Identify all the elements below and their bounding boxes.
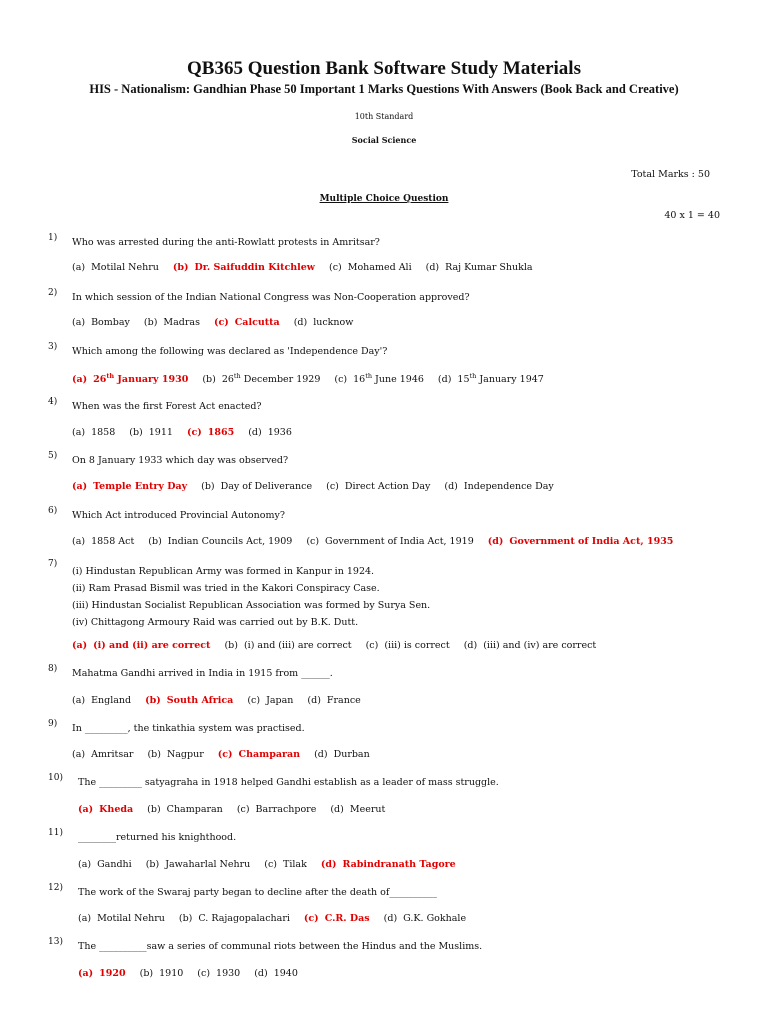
- question-number: 9): [48, 719, 58, 729]
- answer-options: [72, 317, 367, 328]
- option: (c) Tilak: [264, 859, 307, 870]
- option: (b) (i) and (iii) are correct: [224, 640, 352, 651]
- option: (b) Champaran: [147, 804, 223, 815]
- correct-option: (a) 1920: [78, 968, 126, 979]
- option: (a) Gandhi: [78, 859, 132, 870]
- correct-option: (d) Rabindranath Tagore: [320, 859, 456, 870]
- correct-option: (a) Temple Entry Day: [72, 481, 188, 492]
- answer-options: [72, 536, 687, 547]
- question-text: On 8 January 1933 which day was observed?: [72, 455, 289, 466]
- answer-options: [78, 968, 312, 979]
- correct-option: (a) Kheda: [78, 804, 134, 815]
- option: (d) G.K. Gokhale: [383, 913, 467, 924]
- answer-options: [72, 695, 375, 706]
- option: (b) Jawaharlal Nehru: [145, 859, 251, 870]
- answer-options: [72, 640, 610, 651]
- correct-option: (a) 26th January 1930: [72, 372, 189, 386]
- option: (d) 1940: [254, 968, 298, 979]
- answer-options: [78, 804, 399, 815]
- option: (b) 1910: [139, 968, 184, 979]
- question-number: 3): [48, 342, 58, 352]
- correct-option: (b) Dr. Saifuddin Kitchlew: [172, 262, 315, 273]
- question-text: In which session of the Indian National Congress was Non-Cooperation approved?: [72, 292, 470, 303]
- option: (c) 16th June 1946: [334, 372, 424, 386]
- option: (c) Mohamed Ali: [329, 262, 412, 273]
- option: (d) 15th January 1947: [437, 372, 544, 386]
- option: (a) Motilal Nehru: [78, 913, 165, 924]
- correct-option: (c) Champaran: [217, 749, 301, 760]
- question-statement: (iii) Hindustan Socialist Republican Association was formed by Surya Sen.: [72, 600, 431, 611]
- question-statement: (iv) Chittagong Armoury Raid was carried out by B.K. Dutt.: [72, 617, 359, 628]
- question-text: Which Act introduced Provincial Autonomy?: [72, 510, 285, 521]
- total-marks: Total Marks : 50: [631, 169, 710, 180]
- section-heading: Multiple Choice Question: [319, 194, 449, 204]
- question-number: 5): [48, 451, 58, 461]
- section-marks: 40 x 1 = 40: [664, 210, 720, 221]
- question-text: Who was arrested during the anti-Rowlatt protests in Amritsar?: [72, 237, 380, 248]
- question-text: [72, 563, 712, 631]
- option: (d) Durban: [314, 749, 370, 760]
- question-text: Mahatma Gandhi arrived in India in 1915 from ______.: [72, 668, 333, 679]
- standard-label: 10th Standard: [354, 112, 414, 121]
- question-text: The __________saw a series of communal riots between the Hindus and the Muslims.: [78, 941, 483, 952]
- question-text: In _________, the tinkathia system was practised.: [72, 723, 305, 734]
- question-number: 1): [48, 233, 58, 243]
- option: (c) 1930: [197, 968, 241, 979]
- option: (d) Independence Day: [444, 481, 554, 492]
- answer-options: [72, 372, 558, 385]
- question-number: 2): [48, 288, 58, 298]
- question-number: 4): [48, 397, 58, 407]
- option: (b) C. Rajagopalachari: [178, 913, 290, 924]
- question-text: When was the first Forest Act enacted?: [72, 401, 262, 412]
- question-text: ________returned his knighthood.: [78, 832, 237, 843]
- option: (c) Government of India Act, 1919: [306, 536, 474, 547]
- question-text: The work of the Swaraj party began to decline after the death of__________: [78, 887, 437, 898]
- option: (c) Direct Action Day: [326, 481, 431, 492]
- correct-option: (c) 1865: [186, 427, 235, 438]
- option: (b) 26th December 1929: [202, 372, 321, 386]
- question-number: 11): [48, 828, 63, 838]
- correct-option: (b) South Africa: [145, 695, 234, 706]
- option: (c) (iii) is correct: [365, 640, 450, 651]
- document-title: QB365 Question Bank Software Study Materials: [187, 58, 581, 79]
- answer-options: [72, 427, 306, 438]
- option: (c) Japan: [247, 695, 294, 706]
- question-text: The _________ satyagraha in 1918 helped Gandhi establish as a leader of mass struggle.: [78, 777, 499, 788]
- option: (a) Bombay: [72, 317, 130, 328]
- option: (b) Day of Deliverance: [201, 481, 313, 492]
- option: (a) 1858: [72, 427, 116, 438]
- question-statement: (i) Hindustan Republican Army was formed in Kanpur in 1924.: [72, 566, 375, 577]
- option: (d) lucknow: [293, 317, 354, 328]
- option: (d) 1936: [248, 427, 292, 438]
- option: (b) Nagpur: [147, 749, 204, 760]
- answer-options: [72, 749, 384, 760]
- option: (a) Motilal Nehru: [72, 262, 159, 273]
- question-number: 13): [48, 937, 63, 947]
- answer-options: [78, 859, 470, 870]
- correct-option: (c) Calcutta: [213, 317, 280, 328]
- option: (a) England: [72, 695, 132, 706]
- answer-options: [72, 481, 568, 492]
- question-number: 8): [48, 664, 58, 674]
- question-text: Which among the following was declared as 'Independence Day'?: [72, 346, 388, 357]
- question-statement: (ii) Ram Prasad Bismil was tried in the Kakori Conspiracy Case.: [72, 583, 380, 594]
- correct-option: (d) Government of India Act, 1935: [487, 536, 674, 547]
- option: (d) Meerut: [330, 804, 386, 815]
- option: (c) Barrachpore: [236, 804, 317, 815]
- option: (d) France: [307, 695, 361, 706]
- option: (d) (iii) and (iv) are correct: [463, 640, 597, 651]
- correct-option: (c) C.R. Das: [303, 913, 370, 924]
- option: (b) 1911: [129, 427, 173, 438]
- answer-options: [78, 913, 480, 924]
- correct-option: (a) (i) and (ii) are correct: [72, 640, 211, 651]
- document-subtitle: HIS - Nationalism: Gandhian Phase 50 Important 1 Marks Questions With Answers (Book Back and Creative): [89, 82, 679, 96]
- subject-label: Social Science: [351, 135, 417, 145]
- option: (d) Raj Kumar Shukla: [425, 262, 533, 273]
- option: (b) Madras: [143, 317, 200, 328]
- option: (b) Indian Councils Act, 1909: [148, 536, 293, 547]
- question-number: 12): [48, 883, 63, 893]
- answer-options: [72, 262, 547, 273]
- question-number: 10): [48, 773, 63, 783]
- question-number: 7): [48, 559, 58, 569]
- option: (a) Amritsar: [72, 749, 134, 760]
- option: (a) 1858 Act: [72, 536, 135, 547]
- question-number: 6): [48, 506, 58, 516]
